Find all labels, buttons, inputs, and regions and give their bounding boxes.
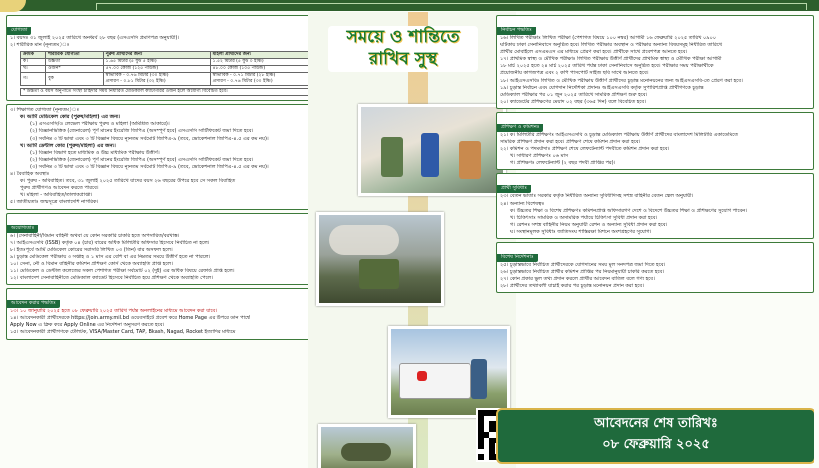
figure-shape: [421, 133, 439, 177]
table-cell: স্বাভাবিক - ০.৭৬ মিটার (৩০ ইঞ্চি) প্রসারণ - ০.৮১ মিটার (৩২ ইঞ্চি): [103, 73, 210, 86]
text-line: ১৫। আবেদনকারী প্রার্থীগণকে টেলিটক, VISA/Master Card, TAP, Bkash, Nagad, Rocket ইত্যাদির মাধ্যমে: [10, 329, 236, 336]
text-line: ঘ। সংস্থানমূলক সুবিধাঃ জাতিসংঘ শান্তিরক্ষা মিশনে অংশগ্রহণের সুযোগ।: [510, 228, 652, 235]
text-line: খ। সাধারণ প্রশিক্ষণঃ ০৬ মাস: [510, 153, 569, 160]
text-line: ১০। সেনা, নৌ ও বিমান বাহিনীর কমিশন প্রশিক্ষণ কোর্স থেকে অব্যাহতি প্রাপ্ত হলে।: [10, 260, 173, 267]
deadline-label: আবেদনের শেষ তারিখঃ: [594, 416, 718, 431]
text-line: (১) এসএসসি/ও লেভেল পরীক্ষায় পুরুষ ও মহিলা (অমিশ্রিত আকারে)।: [30, 121, 170, 128]
table-cell: ১.৬৫ মিটার (৫ ফুট ৫ ইঞ্চি): [103, 59, 210, 66]
table-header: পুরুষ প্রার্থীদের জন্য: [103, 52, 210, 59]
table-cell: ওজন*: [46, 66, 104, 73]
deadline-date: ০৮ ফেব্রুয়ারি ২০২৫: [602, 437, 710, 452]
text-line: (২) বিজ্ঞানভিত্তিক (জেনারেল) পূর্ণ মানের ইংরেজি জিপিএ (অসম্পূর্ণ হবে) এসএসসি সার্টিফিকেট জমা দিতে হবে।: [30, 128, 254, 135]
slogan-banner: [328, 26, 478, 72]
table-cell: ক।: [21, 59, 46, 66]
text-line: ২৬। চূড়ান্তভাবে নির্বাচিত প্রার্থীর কমিশন প্রাপ্তির পর নিয়মানুযায়ী চাকরি করতে হবে।: [500, 269, 665, 276]
text-line: ১৩। ১০ জানুয়ারি ২০২৫ হতে ০৮ ফেব্রুয়ারি ২০২৫ তারিখ পর্যন্ত অনলাইনের মাধ্যমে আবেদন করা যাবে।: [10, 308, 218, 315]
soldier-shape: [359, 259, 399, 289]
text-line: ২৪। অন্যান্য বিশেষত্বঃ: [500, 200, 545, 207]
text-line: ১৯। চূড়ান্ত নির্বাচন এবং যোগদান নির্দেশিকা প্রদানঃ আইএসএসবি কর্তৃক সুপারিশপ্রাপ্ত প্রার্থীগণকে চূড়ান্ত: [500, 84, 704, 91]
text-line: গ। রেশনঃ সশস্ত্র বাহিনীর নিয়ম অনুযায়ী রেশন ও অন্যান্য সুবিধা প্রদান করা হবে।: [510, 221, 668, 228]
table-row: [21, 59, 318, 66]
text-line: ৪। বৈবাহিক অবস্থাঃ: [10, 171, 50, 178]
text-line: ক। পুরুষ - অবিবাহিত। তবে, ৩১ জুলাই ২০২৫ তারিখে যাদের বয়স ২৬ বছরের উপরে হবে সে সকল বিবাহিত: [20, 178, 236, 185]
text-line: ৭। আইএসএসবি (ISSB) কর্তৃক ০৪ (চার) বারের অধিক মিলিটারি অফিসার হিসেবে নির্বাচিত না হলে।: [10, 239, 210, 246]
top-band-frame: [96, 3, 807, 10]
ambulance-shape: [399, 363, 471, 399]
text-line: (১) বিজ্ঞান বিভাগ হতে মাধ্যমিক ও উচ্চ মাধ্যমিক পরীক্ষায় উত্তীর্ণ।: [30, 149, 160, 156]
text-line: ২৫। চূড়ান্তভাবে নির্বাচিত প্রার্থীদেরকে যোগদানের সময় মূল সনদপত্র জমা দিতে হবে।: [500, 261, 666, 268]
helicopter-shape: [341, 443, 391, 461]
field-medic-photo: [316, 212, 444, 306]
left-column: [6, 12, 324, 468]
text-line: গ। প্রশিক্ষণঃ লেফটেন্যান্ট (২ বছর পদবী প্রাপ্তির পর)।: [510, 160, 616, 167]
text-line: ঘটিকায় ঢাকা সেনানিবাসে অনুষ্ঠিত হবে। লিখিত পরীক্ষার অবস্থান ও পরীক্ষার অন্যান্য বিষয়সমূহ নির্ধারিত তারিখে: [500, 42, 723, 49]
training-section: [496, 112, 814, 170]
middle-column: [308, 12, 516, 468]
table-row: [21, 66, 318, 73]
slogan-line: রাখিব সুস্থ: [368, 49, 438, 69]
text-line: ১৬। লিখিত পরীক্ষাঃ লিখিত পরীক্ষা (পেশাগত বিষয়ে ১০০ নম্বর) আগামী ১৬ ফেব্রুয়ারি ২০২৫ তারিখ ০৯০০: [500, 35, 717, 41]
table-row: [21, 73, 318, 86]
text-line: ২০। ক্যাডেটের প্রশিক্ষণের মেয়াদ ০২ বছর (৩৬৫ দিন) বলে বিবেচিত হবে।: [500, 98, 646, 105]
table-cell: উচ্চতা: [46, 59, 104, 66]
application-section: [6, 288, 324, 339]
helicopter-photo: [318, 424, 416, 468]
text-line: পুরুষ প্রার্থীগণও আবেদন করতে পারবে।: [20, 185, 99, 192]
physical-standard-table: [20, 51, 318, 86]
text-line: ২৮। প্রার্থীদের তথ্যাবলী যাচাই করার পর চূড়ান্ত মনোনয়ন প্রদান করা হবে।: [500, 283, 644, 290]
section-header: অযোগ্যতাঃ: [7, 225, 38, 233]
text-line: ২১। ক। মিলিটারি প্রশিক্ষণঃ আইএসএসবি ও চূড়ান্ত মেডিক্যাল পরীক্ষায় উত্তীর্ণ প্রার্থীদের বাংলাদেশ মিলিটারি একাডেমিতে: [500, 131, 739, 138]
soldier-shape: [471, 359, 487, 399]
top-band: [0, 0, 819, 11]
text-line: (২) বিজ্ঞানভিত্তিক (জেনারেল) পূর্ণ মানের ইংরেজি জিপিএ (অসম্পূর্ণ হবে) এসএসসি সার্টিফিকেট জমা দিতে হবে।: [30, 156, 254, 163]
text-line: ১৮। আইএসএসবিঃ লিখিত ও মৌখিক পরীক্ষায় উত্তীর্ণ প্রার্থীদের চূড়ান্ত মনোনয়নের জন্য আইএসএসবি-তে প্রেরণ করা হবে।: [500, 77, 743, 84]
text-line: ২৩। বেতন ভাতাঃ সরকার কর্তৃক নির্ধারিত অন্যান্য সুবিধাদিসহ সশস্ত্র বাহিনীর বেতন স্কেল অনুযায়ী।: [500, 193, 694, 200]
deadline-banner: [496, 408, 814, 464]
text-line: (৩) সর্বনিম্ন ৩ টি ভাষা এবং ৩ টি বিজ্ঞান বিষয়ে ন্যূনতম সর্বমোট জিপিএ-৯ (তবে, ভোকেশনাল জিপিএ-৪.৫ এর কম নয়)।: [30, 135, 269, 142]
text-line: ৩। শিক্ষাগত যোগ্যতা (নূন্যতম)ঃ: [10, 107, 80, 114]
table-header: ক্রমিক: [21, 52, 46, 59]
right-column: [496, 12, 814, 468]
section-header: যোগ্যতা: [7, 27, 31, 35]
text-line: ১৪। আবেদনকারী প্রার্থীদেরকে https://join.army.mil.bd ওয়েবসাইটে প্রবেশ করে Home Page এর উপরে ডান পার্শ্বে: [10, 315, 250, 322]
smoke-shape: [329, 225, 399, 255]
text-line: ৫। জাতীয়তাঃ জন্মসূত্রে বাংলাদেশি নাগরিক।: [10, 199, 99, 206]
figure-shape: [381, 137, 403, 177]
text-line: প্রয়োজনীয় কাগজপত্র এবং ২ কপি পাসপোর্ট সাইজ ছবি সাথে আনতে হবে।: [500, 70, 649, 77]
table-cell: ৫৭.০০ কেজি (১২৫ পাউন্ড): [103, 66, 210, 73]
disqualification-section: [6, 213, 324, 286]
text-line: প্রার্থীর মোবাইলে এসএমএস এর মাধ্যমে প্রেরণ করা হবে। প্রার্থীকে সাথে প্রবেশপত্র আনতে হবে।: [500, 49, 688, 56]
section-header: নির্বাচন পদ্ধতিঃ: [497, 27, 536, 35]
table-note: * উচ্চতা ও বয়স অনুপাতে সংস্থা চাহিদার সময় নির্ধারিত মেডিক্যাল ক্যাটাগরির ওজন হলে অযোগ্য বিবেচিত হবে।: [20, 88, 317, 96]
slogan-line: সময়ে ও শান্তিতে: [346, 27, 460, 47]
text-line: ১২। বাংলাদেশ সেনাবাহিনীতে মেডিক্যাল ক্যাডেট হিসেবে নির্বাচিত হয়ে প্রশিক্ষণ থেকে অব্যাহতি পেলে।: [10, 275, 214, 282]
text-line: খ। মহিলা - অবিবাহিত/তালাকপ্রাপ্তা।: [20, 192, 93, 199]
section-header: আবেদন করার পদ্ধতিঃ: [7, 300, 60, 308]
text-line: সামরিক প্রশিক্ষণ প্রদান করা হবে। প্রশিক্ষণ শেষে কমিশন প্রদান করা হবে।: [500, 139, 641, 146]
eligibility-section: [6, 15, 324, 101]
text-line: ৬। (সেনাবাহিনী/বিমান বাহিনী অথবা যে কোন সরকারি চাকরি হতে অপসারিত/বরখাস্ত।: [10, 232, 180, 239]
table-cell: ৪৮.০০ কেজি (১০৫ পাউন্ড): [210, 66, 317, 73]
table-cell: গ।: [21, 73, 46, 86]
table-cell: বুক: [46, 73, 104, 86]
figure-shape: [459, 141, 481, 179]
text-line: ১১। মেডিকেল ও ডেন্টাল কলেজের সকল পেশাগত পরীক্ষা সর্বমোট ০২ (দুই) এর অধিক বিষয়ে রেফার্ড প্রাপ্ত হলে।: [10, 267, 235, 274]
un-ambulance-photo: [388, 326, 510, 418]
benefits-section: [496, 173, 814, 239]
text-line: ১। বয়সঃ ৩১ জুলাই ২০২৫ তারিখে অনধ্বর্ব ২৮ বছর (এসএসসি প্রমাণপত্র অনুযায়ী)।: [10, 35, 180, 41]
special-instructions-section: [496, 242, 814, 293]
text-line: Apply Now এ ক্লিক করে Apply Online এর নির্দেশনা অনুসরণ করতে হবে।: [10, 322, 165, 329]
text-line: ৮। ইতঃপূর্বে আর্মি মেডিকেল কোরের সরাসরি লিখিত ০৩ (তিন) বার অসফল হলে।: [10, 246, 173, 253]
section-header: প্রার্থী সুবিধাঃ: [497, 185, 531, 193]
text-line: ৯। চূড়ান্ত মেডিকেল পরীক্ষায় ৩ সপ্তাহ ও ১ মাস এর বেশি বা এর নিম্নতর সময়ে উত্তীর্ণ হতে না পারলে।: [10, 253, 211, 260]
medical-camp-photo: [358, 104, 506, 196]
section-header: বিশেষ নির্দেশনাঃ: [497, 254, 538, 262]
text-line: ২। শারীরিক মান (নূন্যতম)ঃ: [10, 42, 70, 49]
table-cell: স্বাভাবিক - ০.৭১ মিটার (২৮ ইঞ্চি) প্রসারণ - ০.৭৬ মিটার (৩০ ইঞ্চি): [210, 73, 317, 86]
section-header: প্রশিক্ষণ ও কমিশনঃ: [497, 124, 543, 132]
red-cross-icon: [417, 371, 427, 381]
table-cell: ১.৫২ মিটার (৫ ফুট ০ ইঞ্চি): [210, 59, 317, 66]
table-header: মহিলা প্রার্থীদের জন্য: [210, 52, 317, 59]
text-line: ২৭। কোন প্রকার ভুল তথ্য প্রদান করলে প্রার্থীর আবেদন বাতিল বলে গণ্য হবে।: [500, 276, 655, 283]
table-header: শারীরিক যোগ্যতা: [46, 52, 104, 59]
text-line: মেডিক্যাল পরীক্ষার পর ০১ জুন ২০২৫ তারিখে সামরিক প্রশিক্ষণ শুরু হবে।: [500, 91, 648, 98]
text-line: ২২। কমিশন ও পদমর্যাদাঃ প্রশিক্ষণ শেষে লেফটেন্যান্ট পদবীতে কমিশন প্রদান করা হবে।: [500, 146, 670, 153]
table-cell: খ।: [21, 66, 46, 73]
text-line: (৩) সর্বনিম্ন ৩ টি ভাষা এবং ৩ টি বিজ্ঞান বিষয়ে ন্যূনতম সর্বমোট জিপিএ-৯ (তবে, ভোকেশনাল জিপিএ-৪.৫ এর কম নয়)।: [30, 163, 269, 170]
text-line: খ। আর্মি ডেন্টাল কোর (পুরুষ/মহিলা) এর জন্য।: [20, 142, 116, 149]
text-line: খ। চিকিৎসাঃ সামরিক ও অসামরিক পর্যায়ে চিকিৎসা সুবিধা প্রদান করা হবে।: [510, 214, 658, 221]
text-line: ক। আর্মি মেডিকেল কোর (পুরুষ/মহিলা) এর জন্য।: [20, 114, 121, 121]
education-section: [6, 104, 324, 209]
selection-section: [496, 15, 814, 109]
text-line: ১৭। প্রাথমিক স্বাস্থ্য ও মৌখিক পরীক্ষাঃ লিখিত পরীক্ষায় উত্তীর্ণ প্রার্থীদের প্রাথমিক স্বাস্থ্য ও মৌখিক পরীক্ষা আগামী: [500, 56, 722, 63]
text-line: ক। উচ্চতর শিক্ষা ও বিশেষ প্রশিক্ষণঃ কমিশনপ্রাপ্ত অফিসারগণ দেশে ও বিদেশে উচ্চতর শিক্ষা ও প্রশিক্ষণের সুযোগ পাবেন।: [510, 207, 748, 214]
text-line: ১৮ মার্চ ২০২৫ হতে ২৪ মার্চ ২০২৫ তারিখ পর্যন্ত ঢাকা সেনানিবাসে অনুষ্ঠিত হবে। পরীক্ষার সময় পরীক্ষার্থীকে: [500, 63, 714, 70]
